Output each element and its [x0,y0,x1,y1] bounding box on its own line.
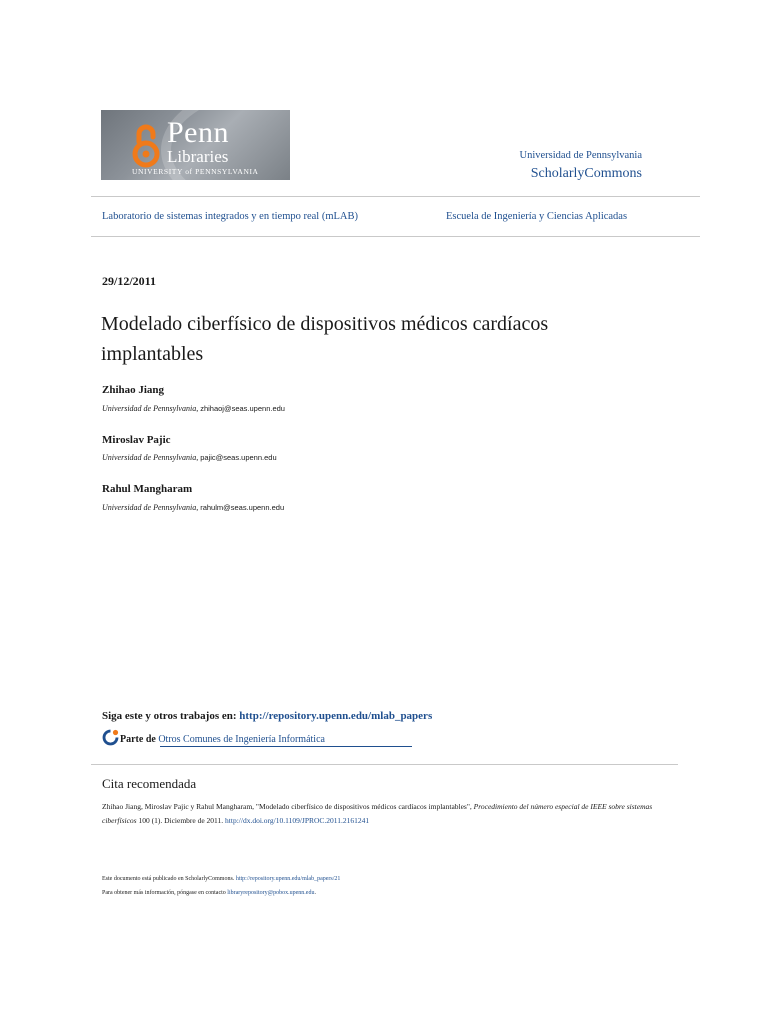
logo-libraries-text: Libraries [167,147,229,166]
affiliation-name: Universidad de Pennsylvania [102,503,197,512]
footer-contact-end: . [314,890,316,896]
university-link[interactable]: Universidad de Pennsylvania [519,150,642,161]
footer-contact-label: Para obtener más información, póngase en contacto [102,890,226,896]
follow-url-link[interactable]: http://repository.upenn.edu/mlab_papers [239,710,433,722]
other-commons-link[interactable]: Otros Comunes de Ingeniería Informática [158,734,325,745]
publication-date: 29/12/2011 [102,274,157,288]
divider-nav [91,236,700,237]
author-name: Zhihao Jiang [102,384,165,396]
affiliation-name: Universidad de Pennsylvania [102,404,197,413]
citation-authors-title: Zhihao Jiang, Miroslav Pajic y Rahul Mangharam, "Modelado ciberfísico de dispositivos médicos cardíacos implantables", [102,802,472,811]
author-email[interactable]: pajic@seas.upenn.edu [200,453,277,462]
part-of-label: Parte de [120,734,156,745]
footer-published-link[interactable]: http://repository.upenn.edu/mlab_papers/21 [235,876,341,882]
divider-top [91,196,700,197]
footer-published [102,876,340,882]
mlab-link[interactable]: Laboratorio de sistemas integrados y en tiempo real (mLAB) [102,211,359,222]
author-affiliation: Universidad de Pennsylvania, pajic@seas.upenn.edu [102,453,277,462]
citation-heading: Cita recomendada [102,776,197,791]
follow-label: Siga este y otros trabajos en: [102,710,237,722]
commons-network-icon [102,729,119,746]
author-affiliation: Universidad de Pennsylvania, rahulm@seas.upenn.edu [102,503,285,512]
open-access-lock-icon [131,124,161,168]
engineering-school-link[interactable]: Escuela de Ingeniería y Ciencias Aplicadas [446,211,628,222]
follow-line [102,710,432,722]
citation-doi-link[interactable]: http://dx.doi.org/10.1109/JPROC.2011.2161241 [225,816,370,825]
logo-university-text: UNIVERSITY of PENNSYLVANIA [132,167,259,176]
footer-published-label: Este documento está publicado en ScholarlyCommons. [102,876,235,882]
paper-title: Modelado ciberfísico de dispositivos médicos cardíacos implantables [101,313,549,365]
affiliation-name: Universidad de Pennsylvania [102,453,197,462]
part-of-underline [160,746,412,747]
divider-citation [91,764,678,765]
author-affiliation: Universidad de Pennsylvania, zhihaoj@seas.upenn.edu [102,404,285,413]
footer-contact [102,890,316,896]
logo-penn-text: Penn [167,116,229,149]
part-of-text [120,734,325,745]
citation-text [102,800,662,828]
author-name: Rahul Mangharam [102,483,193,495]
scholarlycommons-link[interactable]: ScholarlyCommons [530,166,642,181]
citation-details: 100 (1). Diciembre de 2011. [138,816,224,825]
author-name: Miroslav Pajic [102,434,171,446]
citation-journal: Procedimiento del número especial de IEEE sobre sistemas ciberfísicos [102,802,653,825]
author-email[interactable]: rahulm@seas.upenn.edu [200,503,285,512]
footer-contact-email[interactable]: libraryrepository@pobox.upenn.edu [227,890,315,896]
penn-libraries-logo[interactable] [101,110,290,180]
author-email[interactable]: zhihaoj@seas.upenn.edu [200,404,285,413]
